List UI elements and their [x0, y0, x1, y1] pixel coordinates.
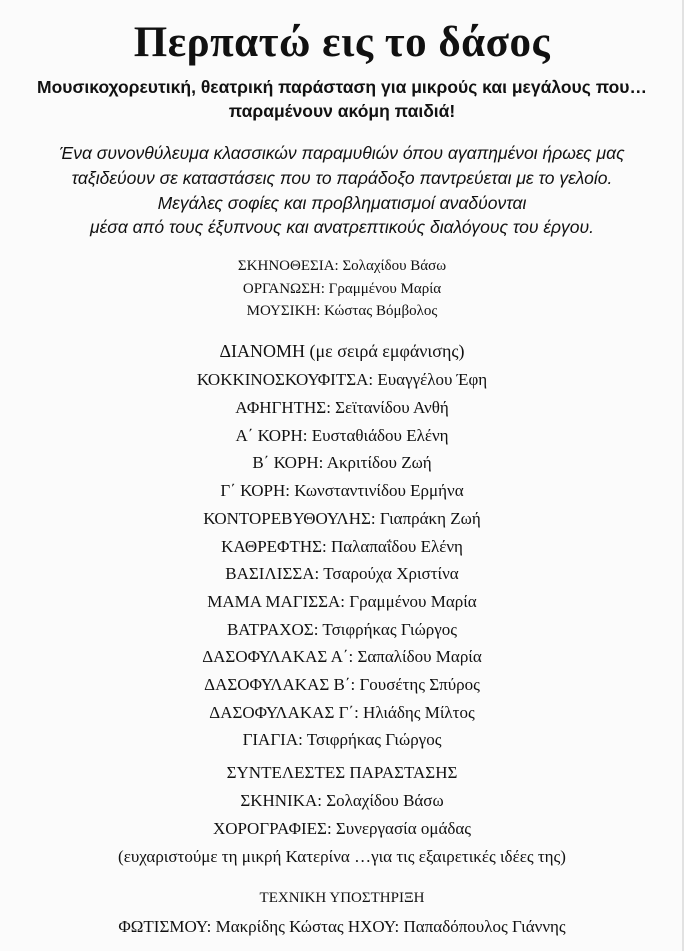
contributors-heading: ΣΥΝΤΕΛΕΣΤΕΣ ΠΑΡΑΣΤΑΣΗΣ [226, 763, 458, 782]
page-title: Περπατώ εις το δάσος [133, 19, 551, 66]
subtitle-line-1: Μουσικοχορευτική, θεατρική παράσταση για μικρούς και μεγάλους που… [37, 77, 647, 97]
tech-heading: ΤΕΧΝΙΚΗ ΥΠΟΣΤΗΡΙΞΗ [259, 890, 425, 906]
description-line-4: μέσα από τους έξυπνους και ανατρεπτικούς διαλόγους του έργου. [89, 217, 595, 237]
cast-item: ΑΦΗΓΗΤΗΣ: Σεϊτανίδου Ανθή [235, 398, 449, 417]
contributor-item: ΧΟΡΟΓΡΑΦΙΕΣ: Συνεργασία ομάδας [212, 819, 472, 838]
cast-item: ΔΑΣΟΦΥΛΑΚΑΣ Γ΄: Ηλιάδης Μίλτος [209, 703, 475, 722]
cast-item: ΚΟΚΚΙΝΟΣΚΟΥΦΙΤΣΑ: Ευαγγέλου Έφη [196, 370, 488, 389]
cast-item: ΔΑΣΟΦΥΛΑΚΑΣ Β΄: Γουσέτης Σπύρος [204, 675, 480, 694]
credit-direction: ΣΚΗΝΟΘΕΣΙΑ: Σολαχίδου Βάσω [237, 258, 447, 274]
cast-item: ΚΑΘΡΕΦΤΗΣ: Παλαπαΐδου Ελένη [221, 537, 463, 556]
cast-item: ΒΑΣΙΛΙΣΣΑ: Τσαρούχα Χριστίνα [225, 564, 459, 583]
cast-item: ΜΑΜΑ ΜΑΓΙΣΣΑ: Γραμμένου Μαρία [207, 592, 477, 611]
description-line-1: Ένα συνονθύλευμα κλασσικών παραμυθιών όπου αγαπημένοι ήρωες μας [59, 143, 625, 163]
cast-item: Γ΄ ΚΟΡΗ: Κωνσταντινίδου Ερμήνα [220, 481, 464, 500]
contributor-item: ΣΚΗΝΙΚΑ: Σολαχίδου Βάσω [240, 791, 444, 810]
credit-organization: ΟΡΓΑΝΩΣΗ: Γραμμένου Μαρία [242, 281, 442, 297]
cast-item: ΚΟΝΤΟΡΕΒΥΘΟΥΛΗΣ: Γιαπράκη Ζωή [203, 509, 481, 528]
tech-credits: ΦΩΤΙΣΜΟΥ: Μακρίδης Κώστας ΗΧΟΥ: Παπαδόπουλος Γιάννης [118, 917, 566, 936]
thanks-note: (ευχαριστούμε τη μικρή Κατερίνα …για τις εξαιρετικές ιδέες της) [118, 847, 566, 866]
credit-music: ΜΟΥΣΙΚΗ: Κώστας Βόμβολος [246, 303, 438, 319]
cast-item: ΔΑΣΟΦΥΛΑΚΑΣ Α΄: Σαπαλίδου Μαρία [202, 647, 482, 666]
cast-item: ΓΙΑΓΙΑ: Τσιφρήκας Γιώργος [242, 730, 442, 749]
description-line-2: ταξιδεύουν σε καταστάσεις που το παράδοξο παντρεύεται με το γελοίο. [71, 168, 613, 188]
cast-item: Β΄ ΚΟΡΗ: Ακριτίδου Ζωή [252, 453, 432, 472]
cast-item: ΒΑΤΡΑΧΟΣ: Τσιφρήκας Γιώργος [226, 620, 458, 639]
description-line-3: Μεγάλες σοφίες και προβληματισμοί αναδύονται [157, 193, 527, 213]
subtitle-line-2: παραμένουν ακόμη παιδιά! [228, 101, 456, 121]
cast-heading: ΔΙΑΝΟΜΗ (με σειρά εμφάνισης) [219, 341, 465, 361]
cast-item: Α΄ ΚΟΡΗ: Ευσταθιάδου Ελένη [235, 426, 449, 445]
